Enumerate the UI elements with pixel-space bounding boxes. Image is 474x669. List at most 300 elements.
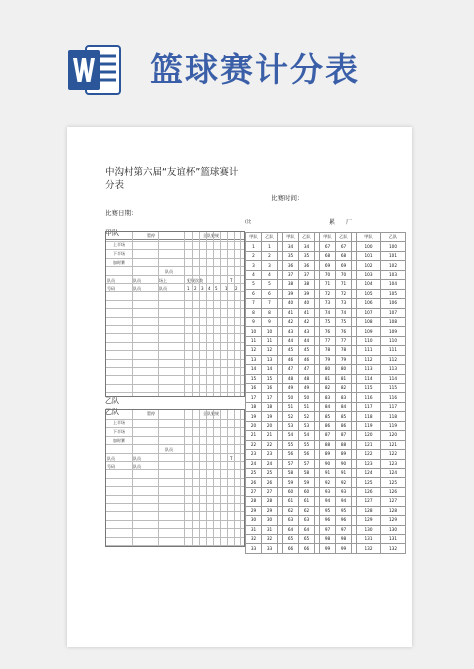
score-cell[interactable]: 2 [246, 251, 262, 260]
score-cell[interactable]: 19 [246, 412, 262, 421]
score-cell[interactable]: 118 [357, 412, 381, 421]
score-cell[interactable]: 64 [299, 525, 315, 534]
grid-line [206, 410, 207, 546]
score-cell[interactable]: 75 [336, 317, 352, 326]
score-cell[interactable]: 51 [283, 402, 299, 411]
score-cell[interactable]: 113 [381, 365, 406, 374]
score-cell[interactable]: 61 [299, 497, 315, 506]
score-cell[interactable]: 52 [283, 412, 299, 421]
score-cell[interactable]: 132 [381, 544, 406, 553]
score-cell[interactable]: 121 [381, 440, 406, 449]
score-cell[interactable]: 82 [336, 384, 352, 393]
score-cell[interactable]: 128 [381, 506, 406, 515]
score-cell[interactable]: 38 [283, 280, 299, 289]
score-cell[interactable]: 56 [299, 450, 315, 459]
score-cell[interactable]: 99 [336, 544, 352, 553]
score-cell[interactable]: 129 [357, 516, 381, 525]
score-cell[interactable]: 5 [262, 280, 278, 289]
score-cell[interactable]: 81 [320, 374, 336, 383]
score-cell[interactable]: 119 [381, 421, 406, 430]
score-cell[interactable]: 12 [262, 346, 278, 355]
score-cell[interactable]: 81 [336, 374, 352, 383]
score-cell[interactable]: 88 [320, 440, 336, 449]
score-cell[interactable]: 31 [262, 525, 278, 534]
score-cell[interactable]: 116 [357, 393, 381, 402]
score-cell[interactable]: 37 [283, 270, 299, 279]
score-cell[interactable]: 92 [320, 478, 336, 487]
team-a-col-label-2: 号码 [107, 286, 115, 291]
score-cell[interactable]: 89 [320, 450, 336, 459]
score-cell[interactable]: 27 [246, 487, 262, 496]
score-cell[interactable]: 62 [299, 506, 315, 515]
score-cell[interactable]: 34 [283, 242, 299, 251]
score-cell[interactable]: 90 [320, 459, 336, 468]
score-cell[interactable]: 131 [381, 535, 406, 544]
team-a-name: 甲队 [105, 229, 119, 237]
score-cell[interactable]: 95 [320, 506, 336, 515]
score-cell[interactable]: 38 [299, 280, 315, 289]
score-cell[interactable]: 22 [246, 440, 262, 449]
score-cell[interactable]: 48 [283, 374, 299, 383]
score-cell[interactable]: 24 [246, 459, 262, 468]
score-cell[interactable]: 42 [283, 317, 299, 326]
grid-line [199, 232, 200, 396]
score-cell[interactable]: 29 [262, 506, 278, 515]
score-cell[interactable]: 76 [336, 327, 352, 336]
grid-line [106, 461, 244, 462]
grid-line [227, 410, 228, 546]
team-b-roster-grid [105, 409, 245, 547]
score-cell[interactable]: 114 [381, 374, 406, 383]
score-cell[interactable]: 73 [336, 299, 352, 308]
score-cell[interactable]: 112 [381, 355, 406, 364]
score-cell[interactable]: 69 [336, 261, 352, 270]
score-cell[interactable]: 65 [299, 535, 315, 544]
score-cell[interactable]: 90 [336, 459, 352, 468]
score-cell[interactable]: 55 [283, 440, 299, 449]
score-cell[interactable]: 105 [357, 289, 381, 298]
score-cell[interactable]: 28 [262, 497, 278, 506]
score-cell[interactable]: 78 [320, 346, 336, 355]
score-cell[interactable]: 77 [320, 336, 336, 345]
foul-number: 3 [201, 286, 204, 291]
score-cell[interactable]: 11 [246, 336, 262, 345]
score-cell[interactable]: 78 [336, 346, 352, 355]
grid-line [106, 275, 244, 276]
score-cell[interactable]: 9 [246, 317, 262, 326]
score-cell[interactable]: 23 [262, 450, 278, 459]
score-cell[interactable]: 57 [283, 459, 299, 468]
score-cell[interactable]: 71 [336, 280, 352, 289]
score-cell[interactable]: 63 [283, 516, 299, 525]
score-cell[interactable]: 80 [320, 365, 336, 374]
team-b-t-label: T [230, 456, 233, 461]
score-cell[interactable]: 127 [357, 497, 381, 506]
score-header-left: (比 [245, 220, 252, 225]
score-cell[interactable]: 59 [283, 478, 299, 487]
score-cell[interactable]: 51 [299, 402, 315, 411]
score-cell[interactable]: 26 [246, 478, 262, 487]
score-cell[interactable]: 6 [262, 289, 278, 298]
score-cell[interactable]: 113 [357, 365, 381, 374]
score-cell[interactable]: 24 [262, 459, 278, 468]
team-b-team-foul-label: 全队犯规 [203, 411, 219, 416]
score-cell[interactable]: 117 [357, 402, 381, 411]
score-cell[interactable]: 58 [283, 468, 299, 477]
score-cell[interactable]: 46 [299, 355, 315, 364]
score-cell[interactable]: 45 [299, 346, 315, 355]
score-column-header: 甲队 [246, 233, 262, 242]
score-cell[interactable]: 17 [246, 393, 262, 402]
score-cell[interactable]: 74 [320, 308, 336, 317]
score-cell[interactable]: 3 [262, 261, 278, 270]
score-cell[interactable]: 26 [262, 478, 278, 487]
score-cell[interactable]: 117 [381, 402, 406, 411]
score-cell[interactable]: 19 [262, 412, 278, 421]
score-cell[interactable]: 2 [262, 251, 278, 260]
score-cell[interactable]: 13 [246, 355, 262, 364]
score-cell[interactable]: 105 [381, 289, 406, 298]
score-cell[interactable]: 112 [357, 355, 381, 364]
grid-line [106, 291, 244, 292]
score-cell[interactable]: 7 [262, 299, 278, 308]
score-cell[interactable]: 70 [336, 270, 352, 279]
score-cell[interactable]: 83 [320, 393, 336, 402]
score-cell[interactable]: 110 [381, 336, 406, 345]
score-cell[interactable]: 131 [357, 535, 381, 544]
score-cell[interactable]: 126 [357, 487, 381, 496]
score-cell[interactable]: 91 [336, 468, 352, 477]
score-cell[interactable]: 107 [357, 308, 381, 317]
score-cell[interactable]: 33 [246, 544, 262, 553]
score-cell[interactable]: 84 [336, 402, 352, 411]
score-cell[interactable]: 44 [299, 336, 315, 345]
score-cell[interactable]: 98 [336, 535, 352, 544]
score-cell[interactable]: 127 [381, 497, 406, 506]
score-cell[interactable]: 101 [381, 251, 406, 260]
score-cell[interactable]: 121 [357, 440, 381, 449]
score-cell[interactable]: 67 [320, 242, 336, 251]
score-cell[interactable]: 41 [283, 308, 299, 317]
score-table [245, 232, 406, 554]
score-cell[interactable]: 10 [262, 327, 278, 336]
score-cell[interactable]: 107 [381, 308, 406, 317]
grid-line [106, 537, 244, 538]
score-cell[interactable]: 39 [283, 289, 299, 298]
score-cell[interactable]: 37 [299, 270, 315, 279]
score-cell[interactable]: 43 [299, 327, 315, 336]
score-cell[interactable]: 111 [381, 346, 406, 355]
score-column-header: 乙队 [336, 233, 352, 242]
score-cell[interactable]: 5 [246, 280, 262, 289]
score-cell[interactable]: 20 [246, 421, 262, 430]
score-cell[interactable]: 94 [336, 497, 352, 506]
score-cell[interactable]: 130 [381, 525, 406, 534]
score-cell[interactable]: 101 [357, 251, 381, 260]
score-cell[interactable]: 53 [299, 421, 315, 430]
score-column-header: 甲队 [357, 233, 381, 242]
score-cell[interactable]: 44 [283, 336, 299, 345]
table-row [246, 289, 406, 298]
score-cell[interactable]: 73 [320, 299, 336, 308]
score-cell[interactable]: 32 [262, 535, 278, 544]
score-cell[interactable]: 65 [283, 535, 299, 544]
score-cell[interactable]: 36 [283, 261, 299, 270]
score-cell[interactable]: 109 [357, 327, 381, 336]
score-cell[interactable]: 108 [357, 317, 381, 326]
score-cell[interactable]: 104 [381, 280, 406, 289]
score-cell[interactable]: 63 [299, 516, 315, 525]
score-cell[interactable]: 72 [336, 289, 352, 298]
team-a-col-label: 队员 [133, 278, 141, 283]
score-cell[interactable]: 79 [336, 355, 352, 364]
score-cell[interactable]: 126 [381, 487, 406, 496]
score-cell[interactable]: 49 [283, 384, 299, 393]
score-cell[interactable]: 54 [299, 431, 315, 440]
score-cell[interactable]: 18 [246, 402, 262, 411]
score-cell[interactable]: 25 [246, 468, 262, 477]
score-cell[interactable]: 60 [283, 487, 299, 496]
score-cell[interactable]: 97 [336, 525, 352, 534]
score-cell[interactable]: 116 [381, 393, 406, 402]
table-row [246, 459, 406, 468]
score-cell[interactable]: 29 [246, 506, 262, 515]
score-cell[interactable]: 93 [320, 487, 336, 496]
score-cell[interactable]: 74 [336, 308, 352, 317]
score-cell[interactable]: 122 [381, 450, 406, 459]
score-cell[interactable]: 20 [262, 421, 278, 430]
score-cell[interactable]: 104 [357, 280, 381, 289]
score-cell[interactable]: 21 [246, 431, 262, 440]
score-cell[interactable]: 14 [262, 365, 278, 374]
score-cell[interactable]: 109 [381, 327, 406, 336]
score-cell[interactable]: 4 [246, 270, 262, 279]
score-cell[interactable]: 6 [246, 289, 262, 298]
score-cell[interactable]: 31 [246, 525, 262, 534]
score-cell[interactable]: 56 [283, 450, 299, 459]
score-cell[interactable]: 10 [246, 327, 262, 336]
score-cell[interactable]: 17 [262, 393, 278, 402]
score-cell[interactable]: 18 [262, 402, 278, 411]
score-column-header: 乙队 [381, 233, 406, 242]
score-cell[interactable]: 50 [283, 393, 299, 402]
score-cell[interactable]: 30 [262, 516, 278, 525]
table-row [246, 384, 406, 393]
score-cell[interactable]: 45 [283, 346, 299, 355]
table-row [246, 299, 406, 308]
score-cell[interactable]: 87 [336, 431, 352, 440]
score-cell[interactable]: 108 [381, 317, 406, 326]
score-cell[interactable]: 35 [283, 251, 299, 260]
score-cell[interactable]: 75 [320, 317, 336, 326]
score-cell[interactable]: 55 [299, 440, 315, 449]
score-cell[interactable]: 89 [336, 450, 352, 459]
grid-line [106, 495, 244, 496]
score-cell[interactable]: 50 [299, 393, 315, 402]
score-cell[interactable]: 92 [336, 478, 352, 487]
score-cell[interactable]: 42 [299, 317, 315, 326]
score-cell[interactable]: 3 [246, 261, 262, 270]
score-cell[interactable]: 35 [299, 251, 315, 260]
score-cell[interactable]: 34 [299, 242, 315, 251]
score-cell[interactable]: 8 [246, 308, 262, 317]
grid-line [192, 232, 193, 396]
score-cell[interactable]: 125 [357, 478, 381, 487]
score-cell[interactable]: 60 [299, 487, 315, 496]
score-cell[interactable]: 36 [299, 261, 315, 270]
table-row [246, 421, 406, 430]
score-cell[interactable]: 132 [357, 544, 381, 553]
score-cell[interactable]: 57 [299, 459, 315, 468]
score-cell[interactable]: 87 [320, 431, 336, 440]
score-cell[interactable]: 85 [320, 412, 336, 421]
score-cell[interactable]: 80 [336, 365, 352, 374]
score-cell[interactable]: 79 [320, 355, 336, 364]
score-cell[interactable]: 15 [246, 374, 262, 383]
score-cell[interactable]: 128 [357, 506, 381, 515]
score-cell[interactable]: 77 [336, 336, 352, 345]
score-cell[interactable]: 123 [381, 459, 406, 468]
match-time-label: 比赛时间： [271, 194, 304, 202]
score-cell[interactable]: 100 [381, 242, 406, 251]
score-cell[interactable]: 27 [262, 487, 278, 496]
score-cell[interactable]: 69 [320, 261, 336, 270]
score-cell[interactable]: 102 [357, 261, 381, 270]
score-cell[interactable]: 62 [283, 506, 299, 515]
score-cell[interactable]: 96 [320, 516, 336, 525]
score-cell[interactable]: 4 [262, 270, 278, 279]
score-cell[interactable]: 52 [299, 412, 315, 421]
table-row [246, 261, 406, 270]
score-cell[interactable]: 13 [262, 355, 278, 364]
score-cell[interactable]: 53 [283, 421, 299, 430]
score-cell[interactable]: 32 [246, 535, 262, 544]
score-cell[interactable]: 115 [357, 384, 381, 393]
score-cell[interactable]: 96 [336, 516, 352, 525]
score-cell[interactable]: 23 [246, 450, 262, 459]
score-cell[interactable]: 15 [262, 374, 278, 383]
score-cell[interactable]: 86 [320, 421, 336, 430]
score-cell[interactable]: 54 [283, 431, 299, 440]
score-cell[interactable]: 66 [299, 544, 315, 553]
score-cell[interactable]: 46 [283, 355, 299, 364]
grid-line [106, 342, 244, 343]
score-cell[interactable]: 76 [320, 327, 336, 336]
score-cell[interactable]: 124 [381, 468, 406, 477]
score-cell[interactable]: 28 [246, 497, 262, 506]
score-cell[interactable]: 124 [357, 468, 381, 477]
score-cell[interactable]: 97 [320, 525, 336, 534]
score-cell[interactable]: 8 [262, 308, 278, 317]
score-cell[interactable]: 14 [246, 365, 262, 374]
score-cell[interactable]: 7 [246, 299, 262, 308]
score-cell[interactable]: 93 [336, 487, 352, 496]
score-cell[interactable]: 66 [283, 544, 299, 553]
score-cell[interactable]: 61 [283, 497, 299, 506]
score-cell[interactable]: 39 [299, 289, 315, 298]
score-cell[interactable]: 67 [336, 242, 352, 251]
grid-line [213, 410, 214, 546]
score-cell[interactable]: 84 [320, 402, 336, 411]
score-cell[interactable]: 118 [381, 412, 406, 421]
score-cell[interactable]: 120 [357, 431, 381, 440]
score-cell[interactable]: 86 [336, 421, 352, 430]
grid-line [106, 469, 244, 470]
score-cell[interactable]: 71 [320, 280, 336, 289]
score-cell[interactable]: 40 [283, 299, 299, 308]
score-cell[interactable]: 22 [262, 440, 278, 449]
score-cell[interactable]: 106 [381, 299, 406, 308]
score-cell[interactable]: 70 [320, 270, 336, 279]
score-cell[interactable]: 130 [357, 525, 381, 534]
score-cell[interactable]: 30 [246, 516, 262, 525]
grid-line [158, 410, 159, 546]
score-cell[interactable]: 40 [299, 299, 315, 308]
score-cell[interactable]: 11 [262, 336, 278, 345]
score-cell[interactable]: 49 [299, 384, 315, 393]
score-cell[interactable]: 68 [320, 251, 336, 260]
score-cell[interactable]: 94 [320, 497, 336, 506]
score-cell[interactable]: 102 [381, 261, 406, 270]
score-cell[interactable]: 83 [336, 393, 352, 402]
score-cell[interactable]: 122 [357, 450, 381, 459]
score-cell[interactable]: 125 [381, 478, 406, 487]
score-cell[interactable]: 72 [320, 289, 336, 298]
score-cell[interactable]: 1 [246, 242, 262, 251]
score-cell[interactable]: 68 [336, 251, 352, 260]
score-cell[interactable]: 85 [336, 412, 352, 421]
score-cell[interactable]: 99 [320, 544, 336, 553]
score-cell[interactable]: 41 [299, 308, 315, 317]
score-cell[interactable]: 100 [357, 242, 381, 251]
score-cell[interactable]: 115 [381, 384, 406, 393]
score-cell[interactable]: 33 [262, 544, 278, 553]
score-cell[interactable]: 106 [357, 299, 381, 308]
score-cell[interactable]: 48 [299, 374, 315, 383]
score-cell[interactable]: 12 [246, 346, 262, 355]
score-cell[interactable]: 129 [381, 516, 406, 525]
score-cell[interactable]: 64 [283, 525, 299, 534]
score-cell[interactable]: 58 [299, 468, 315, 477]
score-cell[interactable]: 1 [262, 242, 278, 251]
score-cell[interactable]: 103 [381, 270, 406, 279]
score-cell[interactable]: 25 [262, 468, 278, 477]
score-cell[interactable]: 82 [320, 384, 336, 393]
score-cell[interactable]: 95 [336, 506, 352, 515]
score-cell[interactable]: 119 [357, 421, 381, 430]
score-cell[interactable]: 21 [262, 431, 278, 440]
score-cell[interactable]: 114 [357, 374, 381, 383]
score-cell[interactable]: 16 [246, 384, 262, 393]
team-a-player-label: 队员 [165, 269, 173, 274]
score-cell[interactable]: 103 [357, 270, 381, 279]
score-cell[interactable]: 111 [357, 346, 381, 355]
score-cell[interactable]: 16 [262, 384, 278, 393]
score-cell[interactable]: 43 [283, 327, 299, 336]
score-cell[interactable]: 47 [299, 365, 315, 374]
score-cell[interactable]: 9 [262, 317, 278, 326]
score-cell[interactable]: 110 [357, 336, 381, 345]
score-cell[interactable]: 88 [336, 440, 352, 449]
score-cell[interactable]: 120 [381, 431, 406, 440]
score-cell[interactable]: 91 [320, 468, 336, 477]
score-cell[interactable]: 59 [299, 478, 315, 487]
team-a-second-half: 下半场 [113, 251, 125, 256]
score-cell[interactable]: 98 [320, 535, 336, 544]
score-cell[interactable]: 123 [357, 459, 381, 468]
score-cell[interactable]: 47 [283, 365, 299, 374]
grid-line [192, 410, 193, 546]
